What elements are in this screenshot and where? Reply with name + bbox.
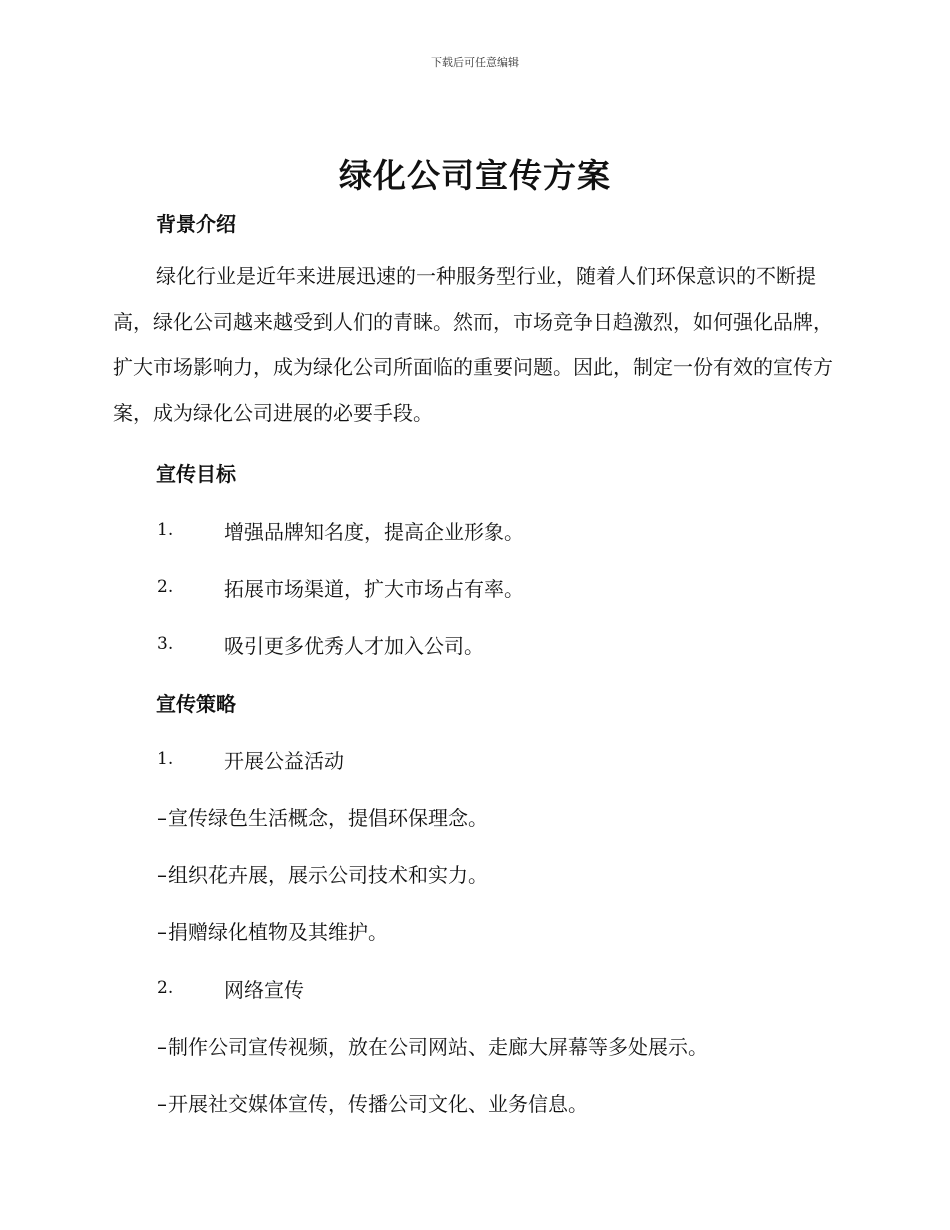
bullet-text: 开展社交媒体宣传，传播公司文化、业务信息。 bbox=[168, 1092, 588, 1116]
background-paragraph: 绿化行业是近年来进展迅速的一种服务型行业，随着人们环保意识的不断提高，绿化公司越来越受到人们的青睐。然而，市场竞争日趋激烈，如何强化品牌，扩大市场影响力，成为绿化公司所面临的重要问题。因此，制定一份有效的宣传方案，成为绿化公司进展的必要手段。 bbox=[113, 264, 833, 425]
strategy-title: 网络宣传 bbox=[224, 978, 304, 1002]
document-title: 绿化公司宣传方案 bbox=[339, 156, 611, 195]
list-item-text: 吸引更多优秀人才加入公司。 bbox=[224, 634, 484, 658]
list-number: 1. bbox=[157, 749, 174, 769]
bullet-dash: – bbox=[157, 920, 167, 944]
bullet-item bbox=[157, 1088, 588, 1117]
section-heading-strategy: 宣传策略 bbox=[156, 692, 236, 716]
section-heading-background: 背景介绍 bbox=[156, 212, 236, 236]
bullet-text: 宣传绿色生活概念，提倡环保理念。 bbox=[168, 806, 488, 830]
bullet-text: 捐赠绿化植物及其维护。 bbox=[168, 920, 388, 944]
bullet-dash: – bbox=[157, 806, 167, 830]
bullet-text: 制作公司宣传视频，放在公司网站、走廊大屏幕等多处展示。 bbox=[168, 1035, 708, 1059]
bullet-dash: – bbox=[157, 863, 167, 887]
bullet-item bbox=[157, 802, 488, 831]
section-heading-goals: 宣传目标 bbox=[156, 462, 236, 486]
list-number: 2. bbox=[157, 577, 174, 597]
header-note: 下载后可任意编辑 bbox=[431, 56, 519, 69]
list-item-text: 拓展市场渠道，扩大市场占有率。 bbox=[224, 577, 524, 601]
bullet-item bbox=[157, 859, 488, 888]
list-item-text: 增强品牌知名度，提高企业形象。 bbox=[224, 520, 524, 544]
bullet-dash: – bbox=[157, 1035, 167, 1059]
list-number: 1. bbox=[157, 520, 174, 540]
bullet-item bbox=[157, 1031, 708, 1060]
bullet-text: 组织花卉展，展示公司技术和实力。 bbox=[168, 863, 488, 887]
list-number: 3. bbox=[157, 634, 174, 654]
bullet-item bbox=[157, 916, 388, 945]
strategy-title: 开展公益活动 bbox=[224, 749, 344, 773]
bullet-dash: – bbox=[157, 1092, 167, 1116]
list-number: 2. bbox=[157, 978, 174, 998]
